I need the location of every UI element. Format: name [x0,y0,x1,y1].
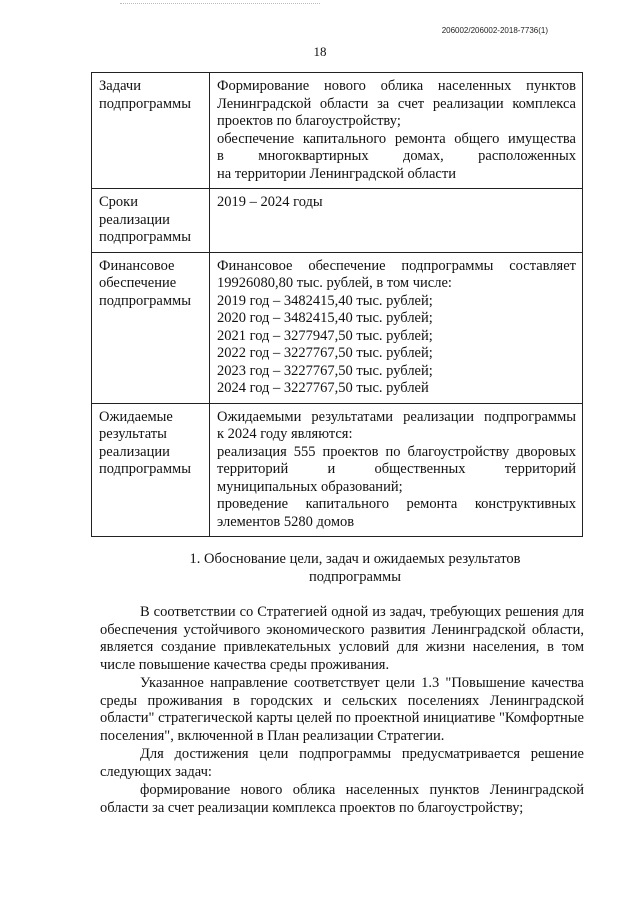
content-line: 2019 год – 3482415,40 тыс. рублей; [217,292,433,309]
content-line: элементов 5280 домов [217,513,355,530]
table-row [92,189,583,253]
subprogram-passport-table [91,72,583,537]
section-title-line-1: 1. Обоснование цели, задач и ожидаемых результатов [189,551,521,567]
page-number: 18 [313,44,327,59]
content-line: 2020 год – 3482415,40 тыс. рублей; [217,310,433,326]
content-line: в многоквартирных домах, расположенных [217,148,576,164]
row-label: Ожидаемые результаты реализации подпрограммы [92,403,210,537]
content-line: проведение капитального ремонта конструктивных [217,496,576,512]
paragraph: формирование нового облика населенных пунктов Ленинградской области за счет реализации комплекса проектов по благоустройству; [100,782,584,816]
section-title-line-2: подпрограммы [309,568,401,585]
row-content [210,403,583,537]
content-line: проектов по благоустройству; [217,113,401,129]
content-line: 2019 – 2024 годы [217,194,323,210]
table-row [92,73,583,189]
row-content [210,252,583,403]
content-line: обеспечение капитального ремонта общего имущества [217,130,576,147]
scan-top-line [120,3,320,4]
content-line: 19926080,80 тыс. рублей, в том числе: [217,275,452,291]
passport-table-body [92,73,583,537]
paragraph: Указанное направление соответствует цели 1.3 "Повышение качества среды проживания в городских и сельских поселениях Ленинградской области" стратегической карты целей по проектной инициативе "Комфортные поселения", включенной в План реализации Стратегии. [100,675,584,744]
content-line: 2021 год – 3277947,50 тыс. рублей; [217,327,433,344]
row-label: Финансовое обеспечение подпрограммы [92,252,210,403]
body-text [100,604,584,817]
paragraph: В соответствии со Стратегией одной из задач, требующих решения для обеспечения устойчивого экономического развития Ленинградской области, является создание привлекательных условий для жизни населения, в том числе повышение качества среды проживания. [100,604,584,673]
table-row [92,403,583,537]
content-line: Формирование нового облика населенных пунктов [217,78,576,94]
row-label: Сроки реализации подпрограммы [92,189,210,253]
content-line: к 2024 году являются: [217,426,353,442]
content-line: территорий и общественных территорий [217,461,576,477]
content-line: муниципальных образований; [217,478,403,495]
content-line: Финансовое обеспечение подпрограммы составляет [217,257,576,274]
content-line: 2023 год – 3227767,50 тыс. рублей; [217,362,433,379]
content-line: 2024 год – 3227767,50 тыс. рублей [217,380,429,396]
table-row [92,252,583,403]
paragraph: Для достижения цели подпрограммы предусматривается решение следующих задач: [100,746,584,780]
section-title [175,551,535,586]
row-label: Задачи подпрограммы [92,73,210,189]
content-line: реализация 555 проектов по благоустройству дворовых [217,443,576,460]
row-content [210,189,583,253]
row-content [210,73,583,189]
document-code: 206002/206002-2018-7736(1) [441,26,548,35]
content-line: Ожидаемыми результатами реализации подпрограммы [217,408,576,425]
content-line: 2022 год – 3227767,50 тыс. рублей; [217,345,433,361]
content-line: Ленинградской области за счет реализации комплекса [217,95,576,112]
content-line: на территории Ленинградской области [217,165,456,182]
